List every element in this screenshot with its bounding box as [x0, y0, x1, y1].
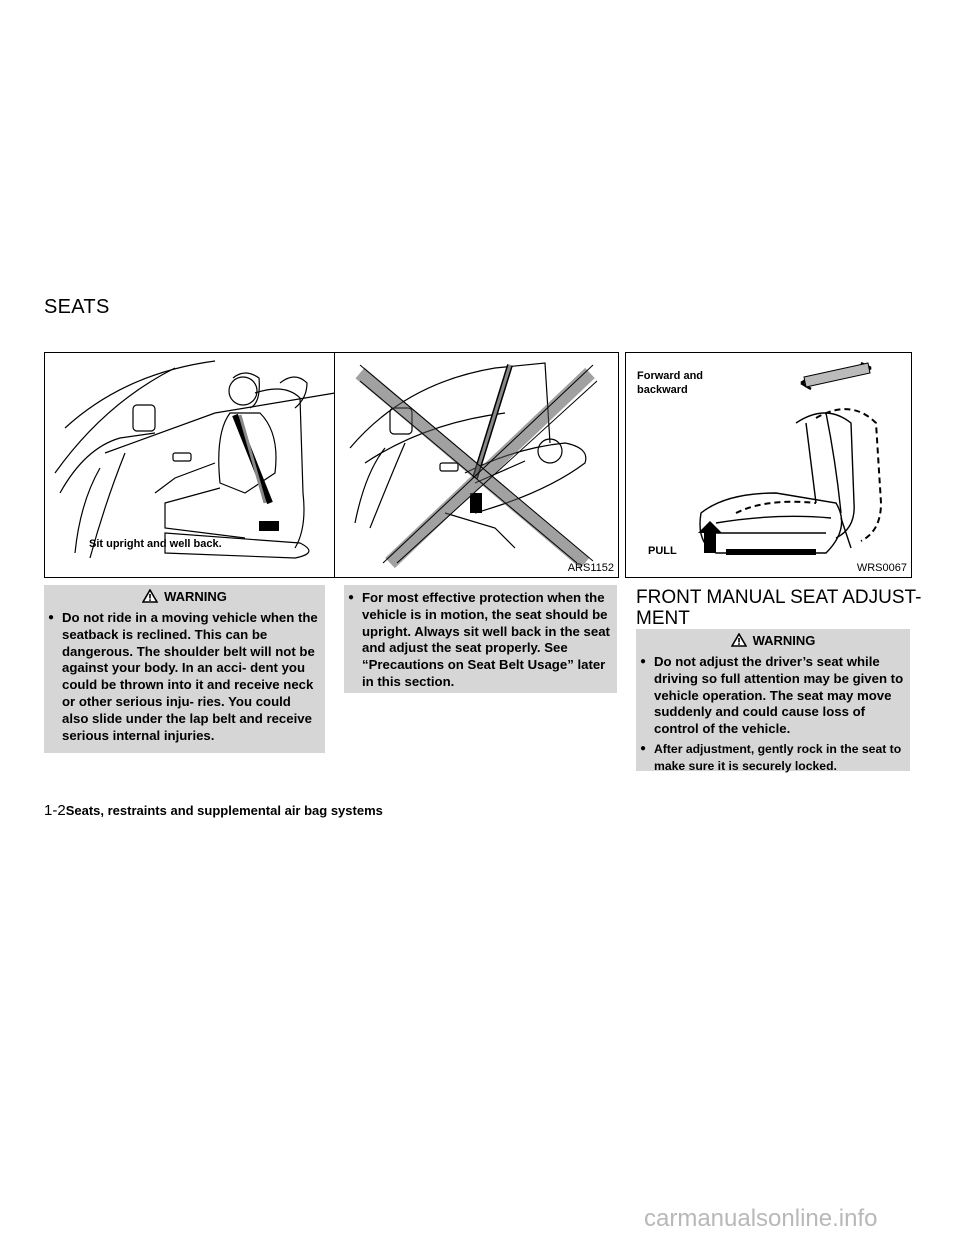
heading-line-1: FRONT MANUAL SEAT ADJUST-: [636, 587, 922, 608]
bullet-mark: ●: [48, 612, 55, 623]
pull-label: PULL: [648, 545, 677, 557]
figure-caption-backward: backward: [637, 384, 688, 396]
warning-text: Do not ride in a moving vehicle when the seatback is reclined. This can be dangerous. The shoulder belt will not be against your body. In an acci- dent you could be thrown into it and receive neck or other serious inju- ries. You could also slide under the lap belt and receive serious internal injuries.: [62, 610, 318, 743]
figure-code: ARS1152: [567, 562, 614, 574]
warning-box: [44, 585, 325, 753]
figure-seat-adjust: [625, 352, 912, 578]
bullet-mark: ●: [640, 656, 647, 667]
warning-title: WARNING: [752, 632, 816, 648]
warning-text: For most effective protection when the vehicle is in motion, the seat should be upright. Always sit well back in the seat and adjust the seat properly. See “Precautions on Seat Belt Usage” later in this section.: [362, 590, 610, 689]
warning-header: [636, 629, 910, 651]
warning-bullet: [44, 607, 325, 744]
section-heading: [636, 587, 921, 629]
page-footer: [44, 802, 383, 819]
warning-bullet: [636, 738, 910, 775]
warning-triangle-icon: [731, 633, 747, 647]
figure-caption: Sit upright and well back.: [89, 538, 222, 550]
warning-box-seat: [636, 629, 910, 771]
bullet-mark: ●: [348, 592, 355, 603]
watermark: carmanualsonline.info: [644, 1205, 878, 1232]
figure-code: WRS0067: [856, 562, 907, 574]
heading-line-2: MENT: [636, 608, 690, 629]
warning-triangle-icon: [142, 589, 158, 603]
bullet-mark: ●: [640, 742, 647, 754]
warning-box-continued: [344, 585, 617, 693]
figure-divider: [334, 353, 335, 577]
figure-caption-forward: Forward and: [637, 370, 704, 382]
warning-bullet: [636, 651, 910, 738]
section-title: SEATS: [44, 296, 110, 318]
warning-text: Do not adjust the driver’s seat while driving so full attention may be given to vehicle operation. The seat may move suddenly and could cause loss of control of the vehicle.: [654, 654, 904, 737]
chapter-title: Seats, restraints and supplemental air bag systems: [65, 803, 383, 818]
warning-text: After adjustment, gently rock in the seat to make sure it is securely locked.: [654, 741, 902, 773]
page-number: 1-2: [44, 802, 66, 819]
figure-seating-posture: [44, 352, 619, 578]
warning-header: [44, 585, 325, 607]
warning-bullet: [344, 585, 617, 691]
warning-title: WARNING: [164, 588, 227, 604]
